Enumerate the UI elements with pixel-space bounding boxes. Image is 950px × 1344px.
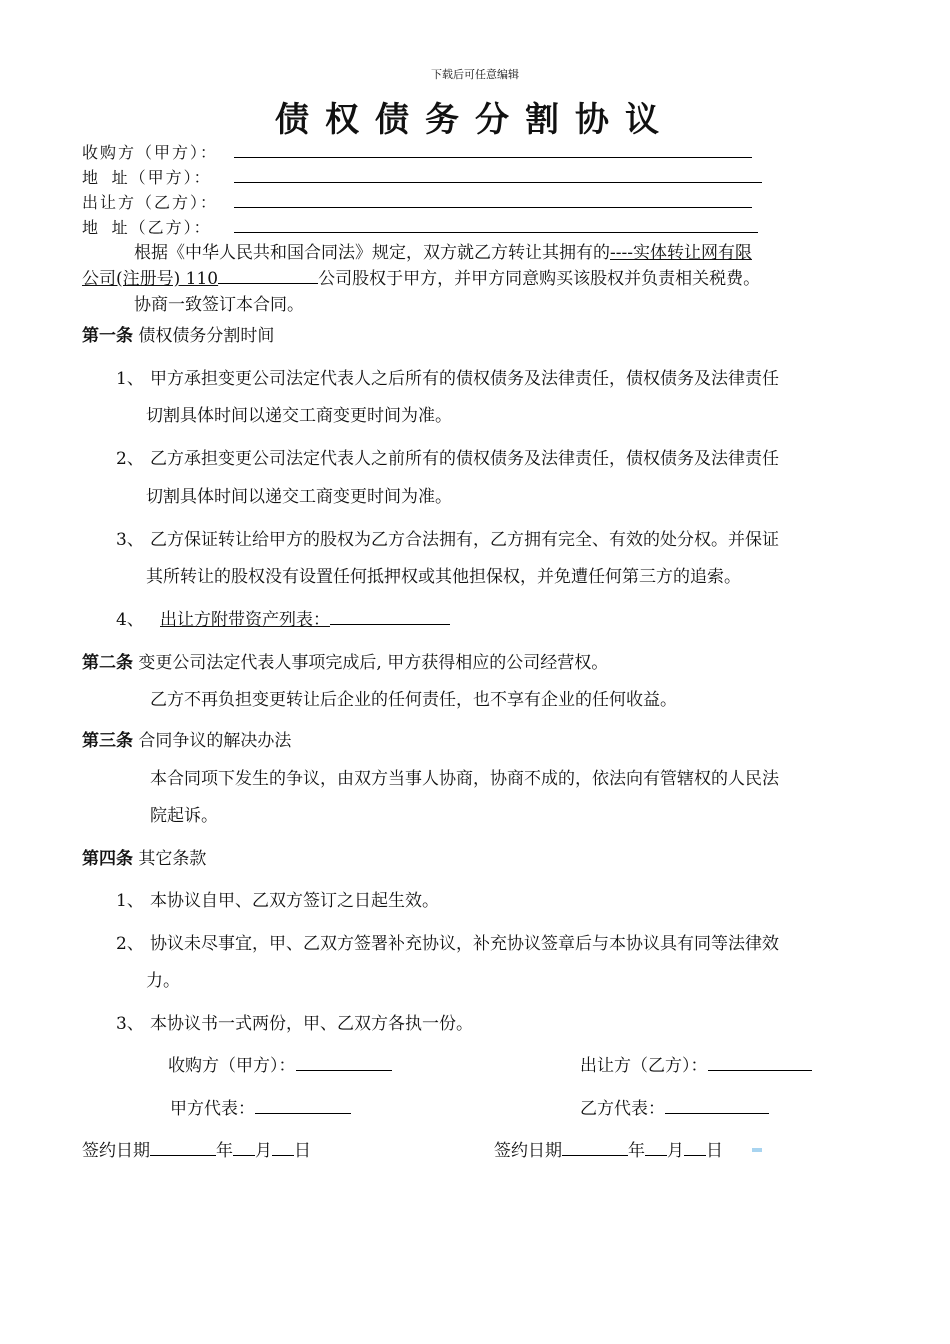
article-1-item-2-line-2: 切割具体时间以递交工商变更时间为准。 [146, 487, 452, 507]
party-buyer-address-label: 地 址（甲方）： [82, 168, 212, 187]
buyer-date-day-blank[interactable] [272, 1139, 294, 1156]
buyer-signature-blank[interactable] [296, 1054, 392, 1071]
asset-list-blank[interactable] [330, 608, 450, 625]
party-seller-label: 出让方（乙方）： [82, 193, 219, 212]
buyer-date-year-blank[interactable] [150, 1139, 216, 1156]
article-1-item-1-number: 1、 [116, 369, 144, 389]
cursor-highlight [752, 1148, 762, 1152]
buyer-signature: 收购方（甲方）： [168, 1051, 392, 1076]
party-buyer-field[interactable] [234, 157, 752, 158]
article-3-line-1: 本合同项下发生的争议，由双方当事人协商，协商不成的，依法向有管辖权的人民法 [150, 769, 779, 789]
intro-line-1: 根据《中华人民共和国合同法》规定，双方就乙方转让其拥有的----实体转让网有限 [134, 243, 752, 263]
article-1-item-3-line-1: 乙方保证转让给甲方的股权为乙方合法拥有，乙方拥有完全、有效的处分权。并保证 [150, 530, 779, 550]
buyer-date-month-blank[interactable] [233, 1139, 255, 1156]
article-4-item-2-line-2: 力。 [146, 971, 180, 991]
article-4-item-1-number: 1、 [116, 891, 144, 911]
party-seller-address-field[interactable] [234, 232, 758, 233]
article-4-heading: 第四条 其它条款 [82, 849, 207, 869]
article-1-item-1-line-1: 甲方承担变更公司法定代表人之后所有的债权债务及法律责任，债权债务及法律责任 [150, 369, 779, 389]
seller-date-month-blank[interactable] [645, 1139, 667, 1156]
article-4-item-2-number: 2、 [116, 934, 144, 954]
article-4-item-2-line-1: 协议未尽事宜，甲、乙双方签署补充协议，补充协议签章后与本协议具有同等法律效 [150, 934, 779, 954]
article-3-heading: 第三条 合同争议的解决办法 [82, 731, 292, 751]
article-1-item-3-line-2: 其所转让的股权没有设置任何抵押权或其他担保权，并免遭任何第三方的追索。 [146, 567, 741, 587]
article-1-item-2-number: 2、 [116, 449, 144, 469]
seller-sign-date: 签约日期 年 月 日 [494, 1141, 723, 1161]
seller-signature-blank[interactable] [708, 1054, 812, 1071]
party-buyer-label: 收购方（甲方）： [82, 143, 219, 162]
buyer-representative-blank[interactable] [255, 1097, 351, 1114]
party-buyer-address-field[interactable] [234, 182, 762, 183]
registration-number-blank[interactable] [218, 267, 318, 284]
seller-representative: 乙方代表： [580, 1094, 769, 1119]
seller-date-year-blank[interactable] [562, 1139, 628, 1156]
article-4-item-3-number: 3、 [116, 1014, 144, 1034]
buyer-sign-date: 签约日期 年 月 日 [82, 1141, 311, 1161]
article-4-item-1: 本协议自甲、乙双方签订之日起生效。 [150, 891, 439, 911]
document-title: 债权债务分割协议 [275, 100, 675, 140]
article-4-item-3: 本协议书一式两份，甲、乙双方各执一份。 [150, 1014, 473, 1034]
article-1-item-4-number: 4、 [116, 610, 144, 630]
article-2-line-2: 乙方不再负担变更转让后企业的任何责任，也不享有企业的任何收益。 [150, 690, 677, 710]
header-note: 下载后可任意编辑 [431, 68, 519, 81]
article-1-item-4: 出让方附带资产列表： [160, 605, 450, 630]
buyer-representative: 甲方代表： [170, 1094, 351, 1119]
intro-line-3: 协商一致签订本合同。 [134, 295, 304, 315]
seller-representative-blank[interactable] [665, 1097, 769, 1114]
article-1-heading: 第一条 债权债务分割时间 [82, 326, 275, 346]
intro-line-2: 公司(注册号) 110 公司股权于甲方，并甲方同意购买该股权并负责相关税费。 [82, 269, 761, 289]
party-seller-address-label: 地 址（乙方）： [82, 218, 212, 237]
article-2-line-1: 第二条 变更公司法定代表人事项完成后, 甲方获得相应的公司经营权。 [82, 653, 609, 673]
article-3-line-2: 院起诉。 [150, 806, 218, 826]
article-1-item-1-line-2: 切割具体时间以递交工商变更时间为准。 [146, 406, 452, 426]
article-1-item-3-number: 3、 [116, 530, 144, 550]
seller-date-day-blank[interactable] [684, 1139, 706, 1156]
seller-signature: 出让方（乙方）： [580, 1051, 812, 1076]
party-seller-field[interactable] [234, 207, 752, 208]
article-1-item-2-line-1: 乙方承担变更公司法定代表人之前所有的债权债务及法律责任，债权债务及法律责任 [150, 449, 779, 469]
